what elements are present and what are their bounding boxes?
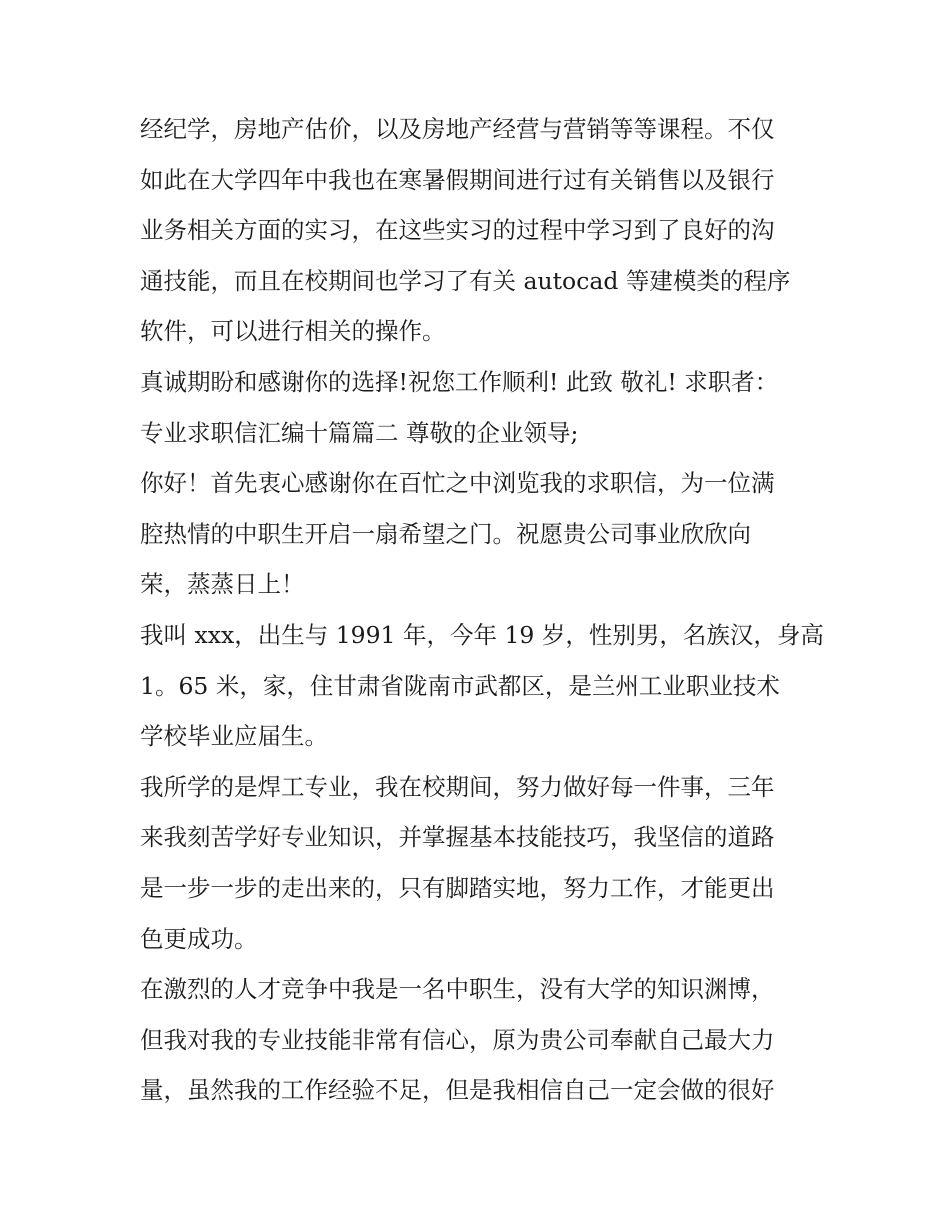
text-line: 1。65 米，家，住甘肃省陇南市武都区，是兰州工业职业技术 bbox=[140, 671, 780, 700]
paragraph-section-heading bbox=[140, 408, 820, 459]
text-line: 通技能，而且在校期间也学习了有关 autocad 等建模类的程序 bbox=[140, 266, 791, 295]
text-line: 但我对我的专业技能非常有信心，原为贵公司奉献自己最大力 bbox=[140, 1025, 775, 1054]
text-line: 经纪学，房地产估价，以及房地产经营与营销等等课程。不仅 bbox=[140, 115, 775, 143]
paragraph-self-introduction bbox=[140, 610, 824, 762]
text-line: 是一步一步的走出来的，只有脚踏实地，努力工作，才能更出 bbox=[140, 873, 775, 902]
text-line: 我叫 xxx，出生与 1991 年，今年 19 岁，性别男，名族汉，身高 bbox=[140, 620, 824, 649]
paragraph-closing bbox=[140, 357, 820, 408]
text-line: 真诚期盼和感谢你的选择!祝您工作顺利! 此致 敬礼! 求职者： bbox=[140, 367, 779, 396]
text-line: 你好！首先衷心感谢你在百忙之中浏览我的求职信，为一位满 bbox=[140, 469, 775, 498]
document-body bbox=[140, 104, 824, 1116]
text-line: 来我刻苦学好专业知识，并掌握基本技能技巧，我坚信的道路 bbox=[140, 823, 775, 852]
paragraph-competition bbox=[140, 964, 820, 1116]
text-line: 量，虽然我的工作经验不足，但是我相信自己一定会做的很好 bbox=[140, 1076, 775, 1105]
paragraph-education-experience bbox=[140, 104, 820, 357]
text-line: 专业求职信汇编十篇篇二 尊敬的企业领导; bbox=[140, 418, 579, 447]
text-line: 在激烈的人才竞争中我是一名中职生，没有大学的知识渊博， bbox=[140, 975, 775, 1004]
text-line: 学校毕业应届生。 bbox=[140, 722, 328, 751]
text-line: 腔热情的中职生开启一扇希望之门。祝愿贵公司事业欣欣向 bbox=[140, 519, 751, 548]
text-line: 如此在大学四年中我也在寒暑假期间进行过有关销售以及银行 bbox=[140, 165, 775, 194]
text-line: 色更成功。 bbox=[140, 924, 258, 953]
text-line: 我所学的是焊工专业，我在校期间，努力做好每一件事，三年 bbox=[140, 772, 775, 801]
text-line: 荣，蒸蒸日上！ bbox=[140, 570, 305, 599]
text-line: 软件，可以进行相关的操作。 bbox=[140, 317, 446, 346]
text-line: 业务相关方面的实习，在这些实习的过程中学习到了良好的沟 bbox=[140, 216, 775, 245]
paragraph-greeting bbox=[140, 458, 820, 610]
paragraph-major bbox=[140, 762, 820, 964]
